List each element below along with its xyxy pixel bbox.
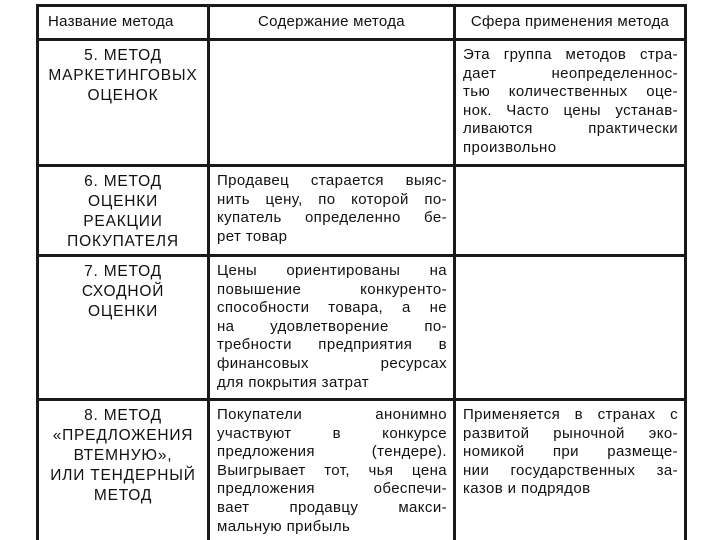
scope-line: нок. Часто цены устанав- [463,101,678,119]
method-name-line: МЕТОД [93,487,153,504]
method-name-line: ИЛИ ТЕНДЕРНЫЙ [50,467,196,484]
method-name-cell [39,167,210,254]
table-row [39,401,684,540]
method-name-line: ОЦЕНКИ [87,303,159,320]
header-cell-method-scope [456,7,684,38]
scope-line: тью количественных оце- [463,83,678,101]
content-line: Цены ориентированы на [217,262,447,279]
content-line: участвуют в конкурсе [217,424,447,442]
method-name-line: 6. МЕТОД [84,173,162,190]
scope-line: произвольно [463,138,557,156]
method-name-cell [39,257,210,398]
method-name-line: 7. МЕТОД [84,263,162,280]
method-scope-cell [456,167,684,254]
method-scope-cell [456,401,684,540]
scope-line: Эта группа методов стра- [463,46,678,63]
method-name-line: 8. МЕТОД [84,407,162,424]
method-name [39,401,207,506]
scope-line: Применяется в странах с [463,406,678,423]
method-name-line: 5. МЕТОД [84,47,162,64]
header-label-method-content: Содержание метода [258,13,405,30]
method-scope-text [456,401,684,499]
method-scope-text [456,41,684,158]
method-name [39,41,207,106]
content-line: способности товара, а не [217,299,447,317]
scope-line: нии государственных за- [463,461,678,479]
method-content-cell [210,257,456,398]
method-name-line: ВТЕМНУЮ», [73,447,173,464]
content-line: Выигрывает тот, чья цена [217,461,447,479]
table-row [39,167,684,257]
method-name [39,167,207,252]
method-content-cell [210,401,456,540]
method-name [39,257,207,322]
method-name-line: ОЦЕНОК [87,87,159,104]
content-line: повышение конкуренто- [217,280,447,298]
method-content-text [210,401,453,536]
method-content-text [210,257,453,392]
method-scope-cell [456,41,684,164]
table-row [39,257,684,401]
content-line: мальную прибыль [217,517,351,535]
content-line: для покрытия затрат [217,373,370,391]
content-line: финансовых ресурсах [217,354,447,372]
content-line: купатель определенно бе- [217,209,447,227]
header-label-method-scope: Сфера применения метода [470,13,670,30]
method-name-cell [39,401,210,540]
table-header-row [39,7,684,41]
method-name-line: ПОКУПАТЕЛЯ [67,233,179,250]
method-name-line: СХОДНОЙ [81,283,165,300]
methods-table [36,4,687,540]
method-name-line: РЕАКЦИИ [83,213,163,230]
header-cell-method-name [39,7,210,38]
scope-line: дает неопределеннос- [463,64,678,82]
header-cell-method-content [210,7,456,38]
content-line: Продавец старается выяс- [217,172,447,189]
scope-line: номикой при размеще- [463,443,678,461]
table-row [39,41,684,167]
content-line: требности предприятия в [217,336,447,354]
content-line: предложения (тендере). [217,443,447,461]
content-line: вает продавцу макси- [217,498,447,516]
method-name-line: «ПРЕДЛОЖЕНИЯ [52,427,194,444]
method-content-text [210,167,453,246]
method-content-cell [210,41,456,164]
content-line: нить цену, по которой по- [217,190,447,208]
header-label-method-name: Название метода [48,13,174,30]
content-line: предложения обеспечи- [217,480,447,498]
scope-line: ливаются практически [463,120,678,138]
method-content-cell [210,167,456,254]
content-line: рет товар [217,227,288,245]
scope-line: развитой рыночной эко- [463,424,678,442]
method-name-cell [39,41,210,164]
scope-line: казов и подрядов [463,480,591,498]
method-name-line: ОЦЕНКИ [87,193,159,210]
content-line: Покупатели анонимно [217,406,447,423]
content-line: на удовлетворение по- [217,317,447,335]
method-name-line: МАРКЕТИНГОВЫХ [48,67,198,84]
method-scope-cell [456,257,684,398]
